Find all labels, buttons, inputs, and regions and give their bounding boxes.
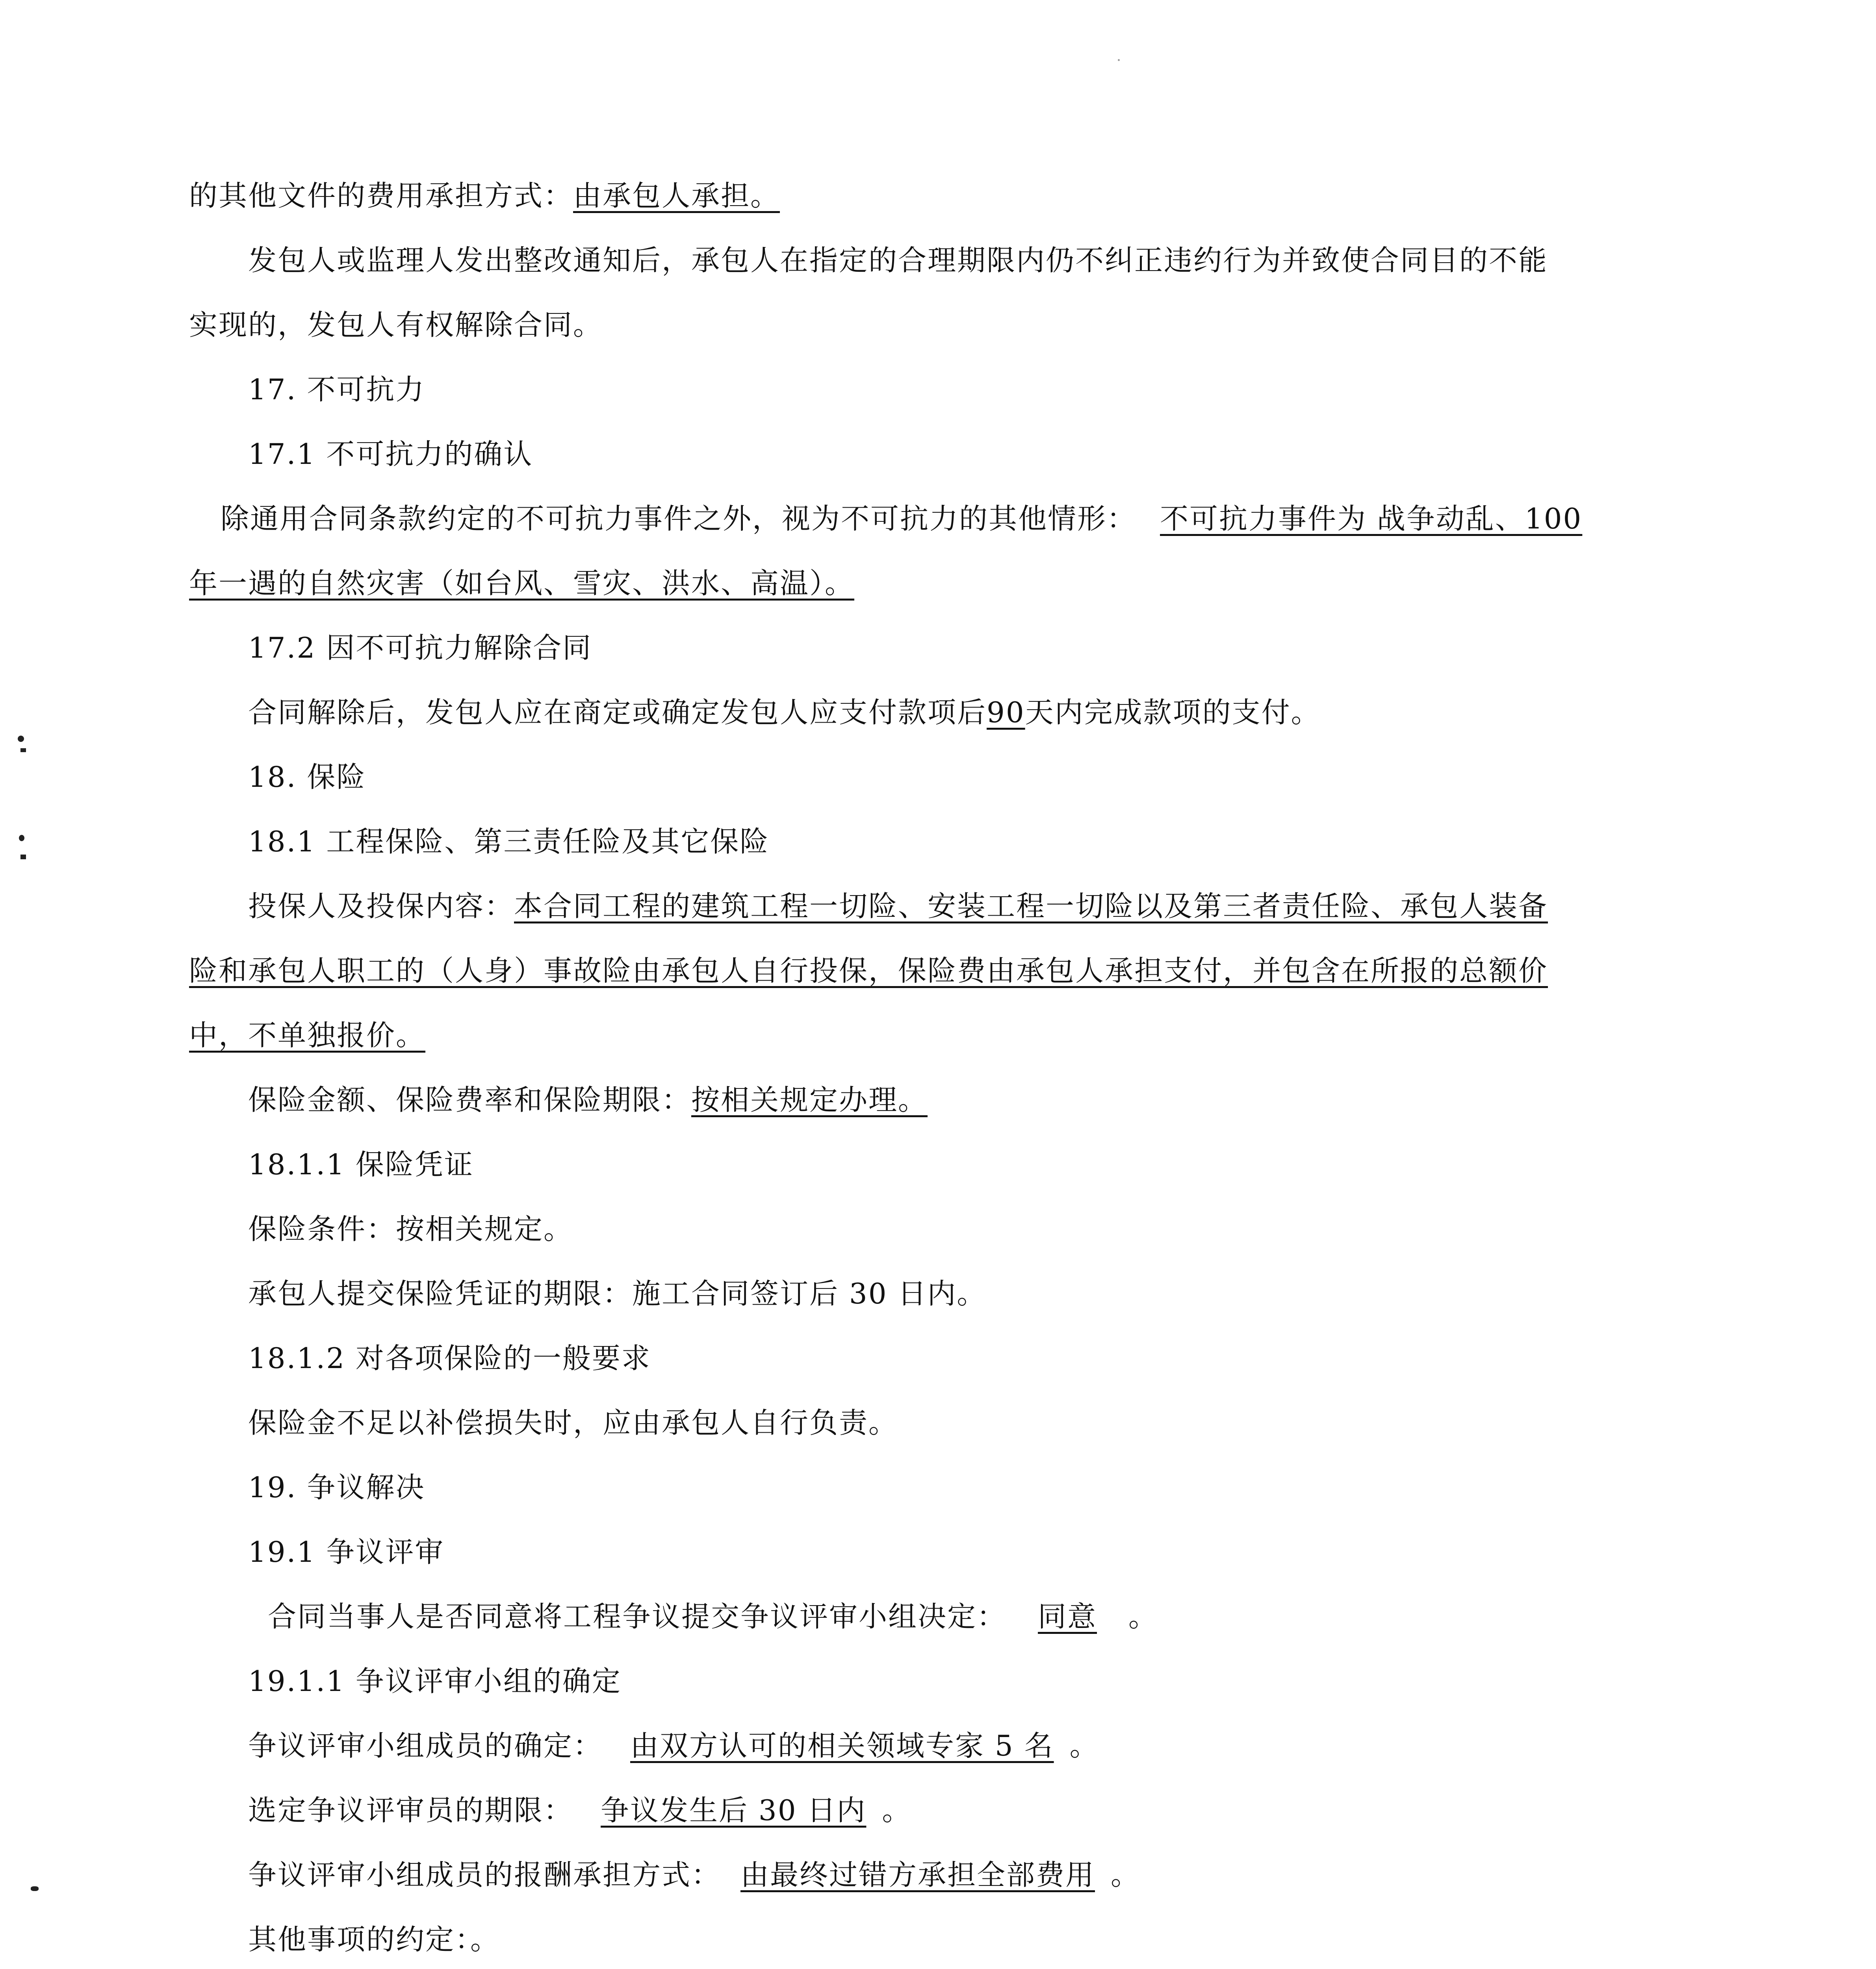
text-line: 实现的，发包人有权解除合同。 — [189, 308, 603, 341]
text-line — [248, 888, 1548, 924]
text-line — [189, 178, 803, 213]
underlined-value: 中，不单独报价。 — [189, 1019, 426, 1052]
line-text: 。 — [1069, 1729, 1099, 1762]
section-heading: 17.1 不可抗力的确认 — [248, 438, 533, 471]
line-text: 合同解除后，发包人应在商定或确定发包人应支付款项后 — [248, 696, 987, 729]
line-text: 天内完成款项的支付。 — [1025, 696, 1321, 729]
section-heading: 17.2 因不可抗力解除合同 — [248, 631, 592, 664]
underlined-value: 争议发生后 30 日内 — [601, 1794, 867, 1827]
line-text: 选定争议评审员的期限： — [248, 1794, 573, 1827]
line-text: 。 — [1128, 1600, 1158, 1633]
line-text: 。 — [1111, 1858, 1141, 1891]
text-line — [189, 1018, 449, 1053]
line-text: 的其他文件的费用承担方式： — [189, 179, 573, 212]
text-line — [189, 565, 878, 601]
scan-artifact — [19, 835, 24, 841]
section-heading: 19. 争议解决 — [248, 1471, 425, 1504]
underlined-value: 不可抗力事件为 战争动乱、100 — [1160, 502, 1583, 535]
text-line: 发包人或监理人发出整改通知后，承包人在指定的合理期限内仍不纠正违约行为并致使合同目的不能 — [248, 244, 1548, 277]
underlined-value: 本合同工程的建筑工程一切险、安装工程一切险以及第三者责任险、承包人装备 — [514, 890, 1548, 923]
underlined-value: 90 — [987, 696, 1025, 729]
section-heading: 19.1.1 争议评审小组的确定 — [248, 1665, 622, 1698]
scan-artifact — [1118, 59, 1120, 61]
line-text: 争议评审小组成员的确定： — [248, 1729, 603, 1762]
scan-artifact — [20, 748, 26, 752]
scan-artifact — [20, 855, 26, 859]
line-text: 投保人及投保内容： — [248, 890, 514, 923]
scan-artifact — [31, 1886, 39, 1891]
underlined-value: 年一遇的自然灾害（如台风、雪灾、洪水、高温）。 — [189, 567, 855, 600]
scan-artifact — [18, 736, 24, 742]
underlined-value: 由承包人承担。 — [573, 179, 780, 212]
text-line — [248, 1728, 1099, 1763]
line-text: 除通用合同条款约定的不可抗力事件之外，视为不可抗力的其他情形： — [221, 502, 1137, 535]
section-heading: 18.1.2 对各项保险的一般要求 — [248, 1342, 651, 1375]
text-line: 保险金不足以补偿损失时，应由承包人自行负责。 — [248, 1406, 898, 1439]
underlined-value: 按相关规定办理。 — [691, 1083, 928, 1116]
section-heading: 17. 不可抗力 — [248, 373, 425, 406]
line-text: 保险金额、保险费率和保险期限： — [248, 1083, 692, 1116]
text-line — [248, 1082, 943, 1118]
text-line — [248, 1793, 911, 1828]
text-line — [248, 1857, 1140, 1893]
line-text: 争议评审小组成员的报酬承担方式： — [248, 1858, 721, 1891]
section-heading: 18. 保险 — [248, 760, 366, 794]
underlined-value: 由双方认可的相关领域专家 5 名 — [630, 1729, 1054, 1762]
section-heading: 19.1 争议评审 — [248, 1535, 445, 1569]
text-line — [221, 501, 1582, 536]
underlined-value: 同意 — [1038, 1600, 1097, 1633]
text-line: 保险条件：按相关规定。 — [248, 1213, 573, 1246]
text-line: 承包人提交保险凭证的期限：施工合同签订后 30 日内。 — [248, 1277, 987, 1310]
section-heading: 18.1.1 保险凭证 — [248, 1148, 474, 1181]
text-line: 其他事项的约定：。 — [248, 1923, 500, 1956]
section-heading: 18.1 工程保险、第三责任险及其它保险 — [248, 825, 770, 858]
underlined-value: 由最终过错方承担全部费用 — [740, 1858, 1095, 1891]
line-text: 。 — [882, 1794, 912, 1827]
text-line — [268, 1599, 1158, 1634]
line-text: 合同当事人是否同意将工程争议提交争议评审小组决定： — [268, 1600, 1007, 1633]
underlined-value: 险和承包人职工的（人身）事故险由承包人自行投保，保险费由承包人承担支付，并包含在所报的总额价 — [189, 954, 1548, 987]
text-line — [189, 953, 1548, 988]
text-line — [248, 695, 1321, 730]
